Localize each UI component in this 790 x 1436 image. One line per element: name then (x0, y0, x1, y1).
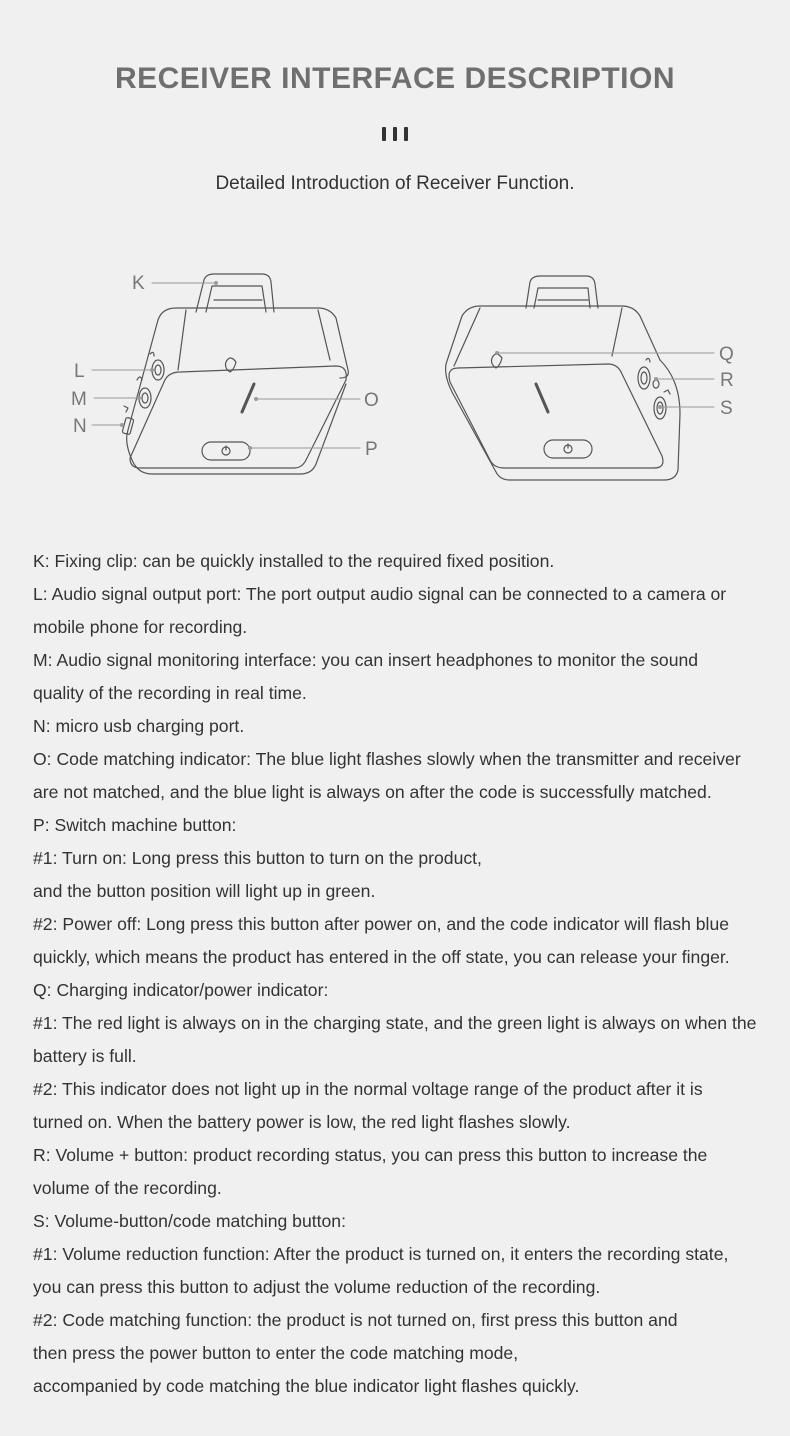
description-line: K: Fixing clip: can be quickly installed to the required fixed position. (33, 551, 555, 571)
description-line: #1: Volume reduction function: After the product is turned on, it enters the recording state, (33, 1244, 729, 1264)
description-line: #1: The red light is always on in the charging state, and the green light is always on when the (33, 1013, 757, 1033)
page-title: RECEIVER INTERFACE DESCRIPTION (114, 62, 676, 95)
description-line: M: Audio signal monitoring interface: you can insert headphones to monitor the sound (33, 650, 699, 670)
label-q: Q (719, 344, 734, 365)
description-line: S: Volume-button/code matching button: (33, 1211, 346, 1231)
description-line: #2: Code matching function: the product is not turned on, first press this button and (33, 1310, 678, 1330)
title-divider-bars (0, 127, 790, 141)
receiver-left-view (122, 274, 348, 474)
label-m: M (71, 389, 87, 410)
description-line: accompanied by code matching the blue indicator light flashes quickly. (33, 1376, 580, 1396)
description-text (33, 545, 783, 1403)
description-line: Q: Charging indicator/power indicator: (33, 980, 329, 1000)
label-l: L (74, 361, 85, 382)
description-line: and the button position will light up in green. (33, 881, 376, 901)
label-n: N (73, 416, 87, 437)
description-line: mobile phone for recording. (33, 617, 248, 637)
label-p: P (365, 439, 378, 460)
label-k: K (132, 273, 145, 294)
receiver-diagram (0, 260, 790, 500)
description-line: battery is full. (33, 1046, 137, 1066)
description-line: you can press this button to adjust the volume reduction of the recording. (33, 1277, 601, 1297)
description-line: #2: This indicator does not light up in the normal voltage range of the product after it is (33, 1079, 703, 1099)
description-line: are not matched, and the blue light is always on after the code is successfully matched. (33, 782, 712, 802)
description-line: #2: Power off: Long press this button after power on, and the code indicator will flash blue (33, 914, 730, 934)
description-line: P: Switch machine button: (33, 815, 237, 835)
description-line: quickly, which means the product has entered in the off state, you can release your finger. (33, 947, 730, 967)
label-r: R (720, 370, 734, 391)
description-line: N: micro usb charging port. (33, 716, 245, 736)
description-line: turned on. When the battery power is low, the red light flashes slowly. (33, 1112, 571, 1132)
description-line: then press the power button to enter the code matching mode, (33, 1343, 519, 1363)
description-line: volume of the recording. (33, 1178, 222, 1198)
description-line: L: Audio signal output port: The port output audio signal can be connected to a camera or (33, 584, 727, 604)
description-line: #1: Turn on: Long press this button to turn on the product, (33, 848, 482, 868)
label-o: O (364, 390, 379, 411)
description-line: O: Code matching indicator: The blue light flashes slowly when the transmitter and receiver (33, 749, 741, 769)
page-subtitle: Detailed Introduction of Receiver Function. (215, 173, 575, 194)
label-s: S (720, 398, 733, 419)
receiver-right-view (446, 276, 680, 480)
description-line: quality of the recording in real time. (33, 683, 307, 703)
description-line: R: Volume + button: product recording status, you can press this button to increase the (33, 1145, 708, 1165)
